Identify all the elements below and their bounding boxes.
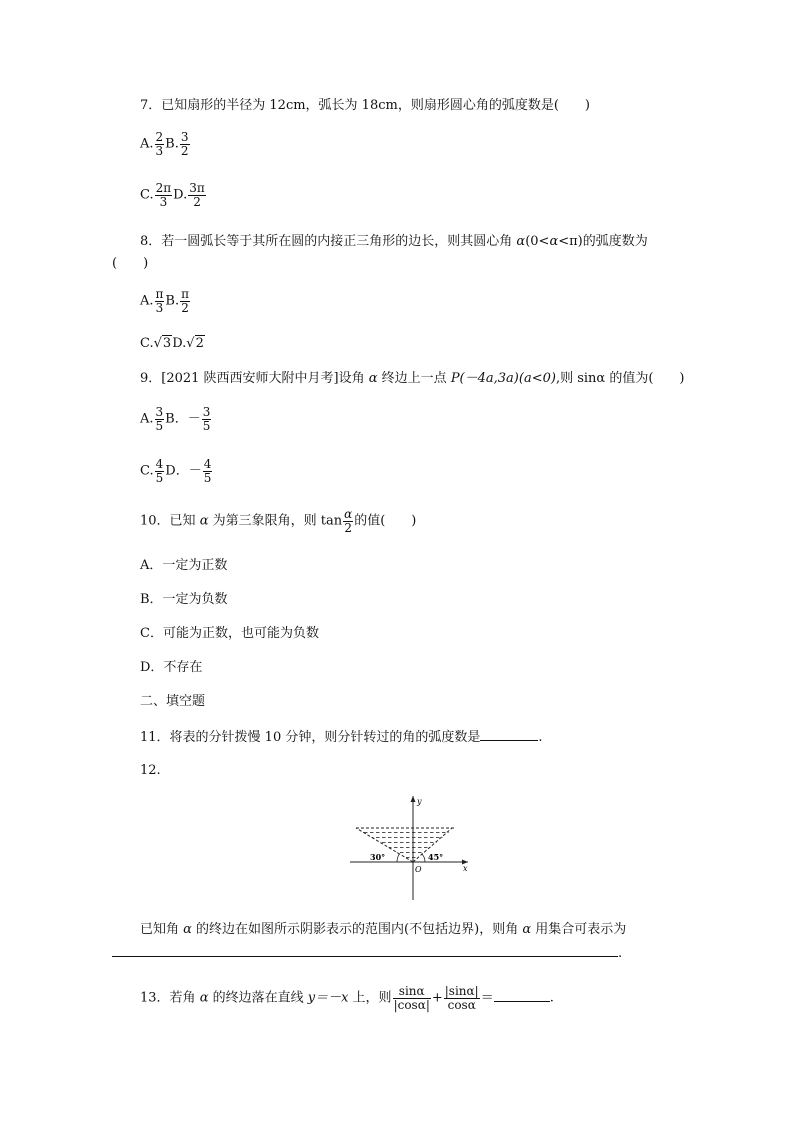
q13-fraction-1: $\frac{\sin\alpha}{|\cos\alpha|}$ (393, 984, 430, 1012)
q8-options-ab (140, 288, 191, 314)
q12-figure (340, 790, 480, 902)
q8-option-d-label: D. (172, 336, 187, 351)
q10-fraction: $\frac{\alpha}{2}$ (344, 507, 353, 535)
q12-number: 12. (140, 763, 161, 778)
q7-option-c-label: C. (140, 187, 154, 203)
q7-options-ab (140, 131, 191, 157)
q9-option-d-fraction: $\frac{4}{5}$ (203, 457, 212, 485)
q9-option-d-label: D．－ (165, 463, 202, 479)
q10-option-d: D．不存在 (140, 660, 203, 675)
q13-answer-blank (494, 989, 550, 1002)
q9-stem: 9．[2021 陕西西安师大附中月考]设角 α 终边上一点 P(－4a,3a)(a<0),则 sinα 的值为( ) (140, 371, 685, 386)
q9-option-c-label: C. (140, 463, 154, 479)
q7-option-a-fraction: $\frac{2}{3}$ (155, 130, 164, 158)
q9-option-c-fraction: $\frac{4}{5}$ (155, 457, 164, 485)
q8-paren: ( ) (112, 256, 149, 271)
q13-stem: 13．若角 α 的终边落在直线 y＝－x 上，则 $\frac{\sin\alpha}{|\cos\alpha|}$ + $\frac{|\sin\alpha|}{\cos\alpha}$ ＝ . (140, 984, 554, 1012)
q12-y-arrow (411, 796, 416, 802)
q8-option-b-label: B. (165, 293, 180, 309)
section-title: 二、填空题 (140, 694, 206, 709)
q12-arc-left (397, 854, 399, 862)
q7-option-a-label: A. (140, 136, 154, 152)
q12-origin-label: O (415, 865, 422, 874)
q9-option-a-fraction: $\frac{3}{5}$ (155, 405, 164, 433)
q12-answer-blank (112, 944, 618, 957)
q12-angle-right-label: 45° (428, 852, 444, 862)
q7-stem: 7．已知扇形的半径为 12cm，弧长为 18cm，则扇形圆心角的弧度数是( ) (140, 98, 590, 113)
q12-y-label: y (417, 797, 422, 806)
q10-option-a: A．一定为正数 (140, 558, 228, 573)
q8-options-cd (140, 335, 205, 353)
q12-stem: 已知角 α 的终边在如图所示阴影表示的范围内(不包括边界)，则角 α 用集合可表示为 (140, 922, 627, 937)
q12-x-label: x (463, 864, 468, 873)
q10-option-c: C．可能为正数，也可能为负数 (140, 626, 319, 641)
q7-option-b-label: B. (165, 136, 179, 152)
q9-option-b-label: B．－ (165, 411, 201, 427)
q8-stem: 8．若一圆弧长等于其所在圆的内接正三角形的边长，则其圆心角 α(0<α<π)的弧度数为 (140, 234, 648, 249)
q7-option-b-fraction: $\frac{3}{2}$ (180, 130, 189, 158)
q8-option-d-radical: √2 (186, 336, 204, 351)
q12-answer-line: . (112, 944, 622, 963)
q10-stem: 10．已知 α 为第三象限角，则 tan $\frac{\alpha}{2}$ 的值( ) (140, 507, 417, 535)
q10-option-b: B．一定为负数 (140, 592, 228, 607)
q8-option-b-fraction: $\frac{\pi}{2}$ (181, 287, 189, 315)
q8-option-a-fraction: $\frac{\pi}{3}$ (155, 287, 164, 315)
q8-option-c-radical: √3 (153, 336, 172, 351)
q8-option-c-label: C. (140, 336, 154, 351)
q9-options-ab (140, 406, 212, 432)
q13-fraction-2: $\frac{|\sin\alpha|}{\cos\alpha}$ (444, 984, 479, 1012)
q7-option-d-label: D. (173, 187, 188, 203)
q7-option-d-fraction: $\frac{3\pi}{2}$ (189, 181, 205, 209)
q7-options-cd (140, 182, 207, 208)
q9-option-a-label: A. (140, 411, 154, 427)
q9-options-cd (140, 458, 213, 484)
q7-option-c-fraction: $\frac{2\pi}{3}$ (155, 181, 172, 209)
q9-option-b-fraction: $\frac{3}{5}$ (202, 405, 211, 433)
q12-angle-left-label: 30° (370, 852, 386, 862)
q11-answer-blank (480, 728, 538, 741)
q8-option-a-label: A. (140, 293, 154, 309)
q11-stem: 11．将表的分针拨慢 10 分钟，则分针转过的角的弧度数是 . (140, 730, 543, 745)
